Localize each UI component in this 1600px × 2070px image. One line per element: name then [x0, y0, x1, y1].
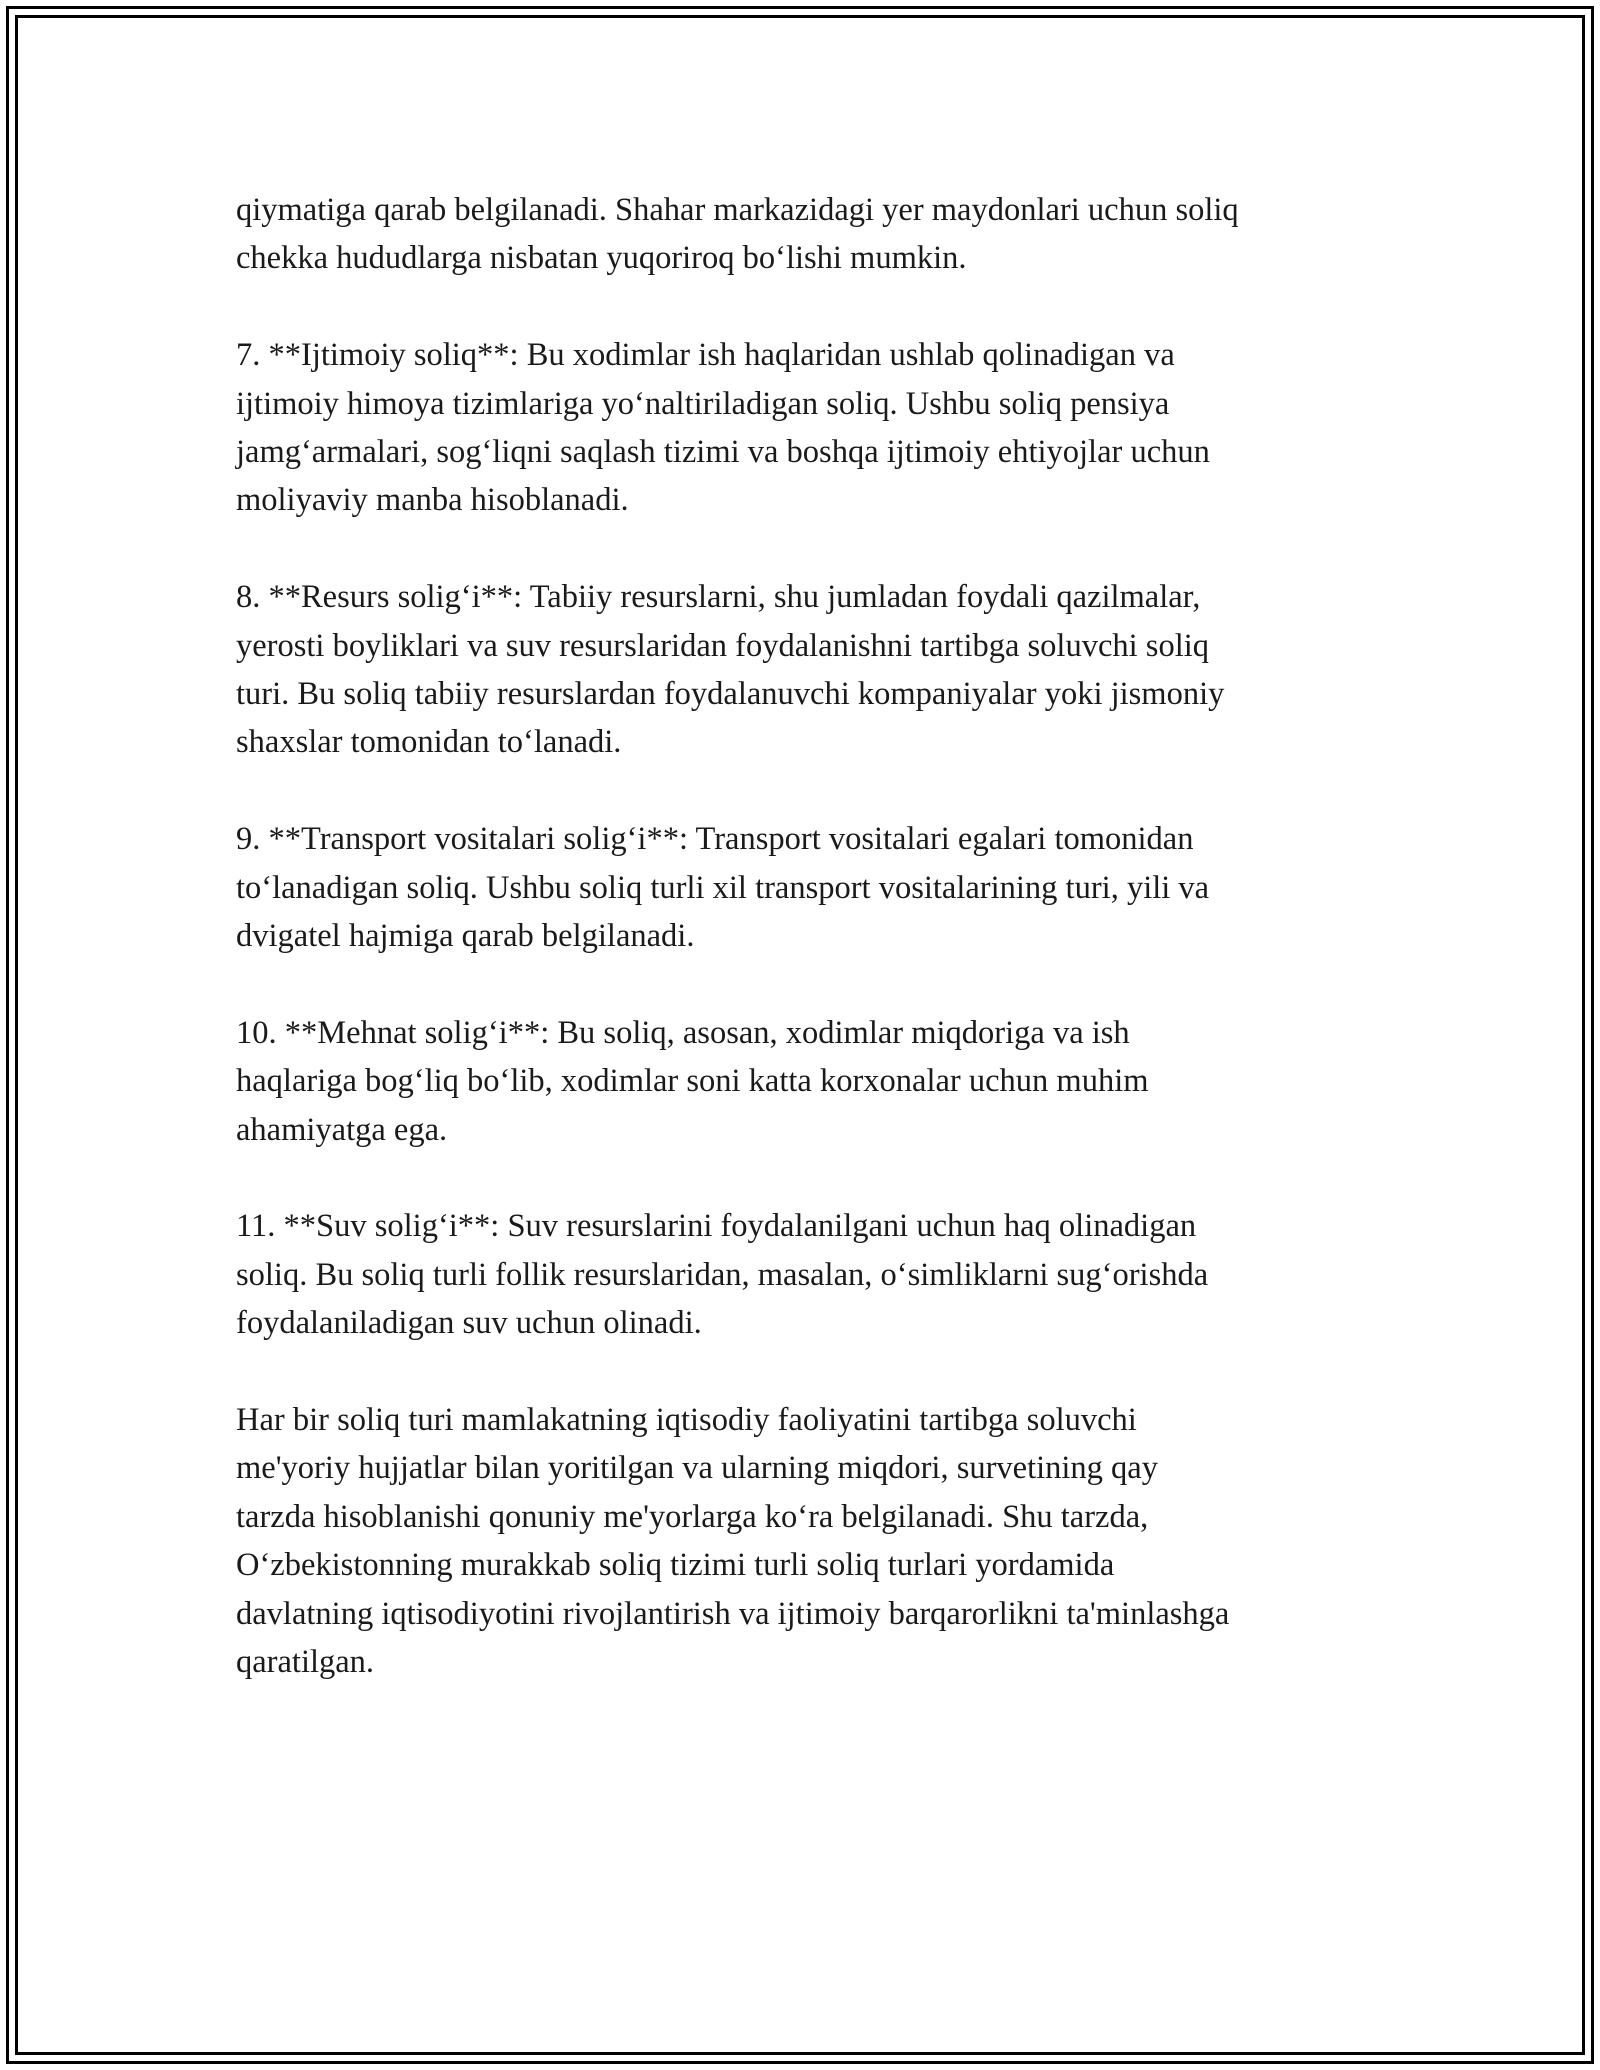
paragraph-land-tax-continuation: qiymatiga qarab belgilanadi. Shahar markazidagi yer maydonlari uchun soliq chekka hududlarga nisbatan yuqoriroq bo‘lishi mumkin.: [236, 192, 1239, 277]
document-body: [236, 186, 1406, 1687]
paragraph-conclusion: Har bir soliq turi mamlakatning iqtisodiy faoliyatini tartibga soluvchi me'yoriy hujjatlar bilan yoritilgan va ularning miqdori, survetining qay tarzda hisoblanishi qonuniy me'yorlarga ko‘ra belgilanadi. Shu tarzda, O‘zbekistonning murakkab soliq tizimi turli soliq turlari yordamida davlatning iqtisodiyotini rivojlantirish va ijtimoiy barqarorlikni ta'minlashga qaratilgan.: [236, 1402, 1230, 1681]
paragraph-water-tax: 11. **Suv solig‘i**: Suv resurslarini foydalanilgani uchun haq olinadigan soliq. Bu soliq turli follik resurslaridan, masalan, o‘simliklarni sug‘orishda foydalaniladigan suv uchun olinadi.: [236, 1208, 1209, 1342]
paragraph-social-tax: 7. **Ijtimoiy soliq**: Bu xodimlar ish haqlaridan ushlab qolinadigan va ijtimoiy himoya tizimlariga yo‘naltiriladigan soliq. Ushbu soliq pensiya jamg‘armalari, sog‘liqni saqlash tizimi va boshqa ijtimoiy ehtiyojlar uchun moliyaviy manba hisoblanadi.: [236, 337, 1210, 519]
paragraph-vehicle-tax: 9. **Transport vositalari solig‘i**: Transport vositalari egalari tomonidan to‘lanadigan soliq. Ushbu soliq turli xil transport vositalarining turi, yili va dvigatel hajmiga qarab belgilanadi.: [236, 821, 1210, 955]
paragraph-labor-tax: 10. **Mehnat solig‘i**: Bu soliq, asosan, xodimlar miqdoriga va ish haqlariga bog‘liq bo‘lib, xodimlar soni katta korxonalar uchun muhim ahamiyatga ega.: [236, 1014, 1149, 1148]
paragraph-resource-tax: 8. **Resurs solig‘i**: Tabiiy resurslarni, shu jumladan foydali qazilmalar, yerosti boyliklari va suv resurslaridan foydalanishni tartibga soluvchi soliq turi. Bu soliq tabiiy resurslardan foydalanuvchi kompaniyalar yoki jismoniy shaxslar tomonidan to‘lanadi.: [236, 579, 1225, 761]
